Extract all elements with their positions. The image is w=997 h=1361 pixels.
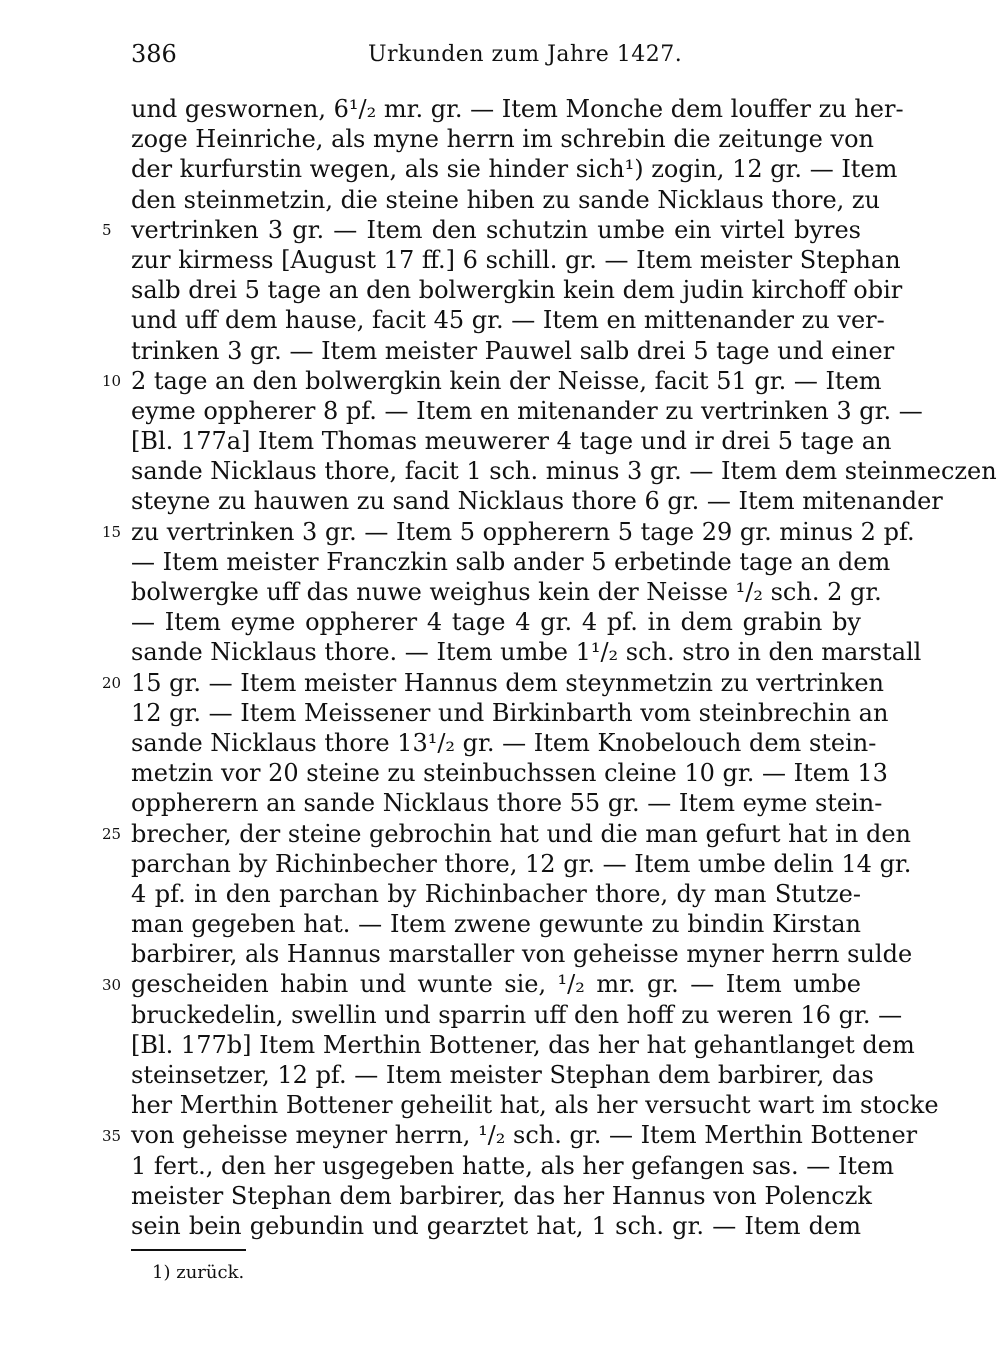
- line-number: 10: [102, 372, 122, 390]
- text-line: 1 fert., den her usgegeben hatte, als her gefangen sas. — Item: [131, 1151, 894, 1180]
- text-line: 4 pf. in den parchan by Richinbacher thore, dy man Stutze-: [131, 879, 861, 908]
- text-line: und uff dem hause, facit 45 gr. — Item en mittenander zu ver-: [131, 306, 885, 335]
- text-line: von geheisse meyner herrn, ¹/₂ sch. gr. — Item Merthin Bottener: [131, 1121, 918, 1150]
- text-line: der kurfurstin wegen, als sie hinder sich¹) zogin, 12 gr. — Item: [131, 155, 898, 184]
- text-line: bolwergke uff das nuwe weighus kein der Neisse ¹/₂ sch. 2 gr.: [131, 578, 882, 606]
- text-line: 12 gr. — Item Meissener und Birkinbarth vom steinbrechin an: [131, 698, 889, 727]
- text-line: steyne zu hauwen zu sand Nicklaus thore 6 gr. — Item mitenander: [131, 487, 943, 516]
- text-line: den steinmetzin, die steine hiben zu sande Nicklaus thore, zu: [131, 185, 881, 214]
- text-line: — Item meister Franczkin salb ander 5 erbetinde tage an dem: [131, 547, 891, 576]
- text-line: salb drei 5 tage an den bolwergkin kein dem judin kirchoff obir: [131, 276, 903, 305]
- text-line: meister Stephan dem barbirer, das her Hannus von Polenczk: [131, 1181, 872, 1210]
- text-line: man gegeben hat. — Item zwene gewunte zu bindin Kirstan: [131, 910, 861, 939]
- text-line: steinsetzer, 12 pf. — Item meister Stephan dem barbirer, das: [131, 1061, 874, 1089]
- text-line: eyme oppherer 8 pf. — Item en mitenander zu vertrinken 3 gr. —: [131, 396, 923, 425]
- text-line: vertrinken 3 gr. — Item den schutzin umbe ein virtel byres: [131, 215, 861, 244]
- text-line: 15 gr. — Item meister Hannus dem steynmetzin zu vertrinken: [131, 668, 884, 697]
- text-line: — Item eyme oppherer 4 tage 4 gr. 4 pf. in dem grabin by: [131, 608, 861, 637]
- text-line: zur kirmess [August 17 ff.] 6 schill. gr. — Item meister Stephan: [131, 245, 901, 274]
- text-line: gescheiden habin und wunte sie, ¹/₂ mr. gr. — Item umbe: [131, 970, 861, 999]
- line-number: 15: [102, 523, 122, 541]
- text-line: metzin vor 20 steine zu steinbuchssen cleine 10 gr. — Item 13: [131, 759, 888, 788]
- footnote-text: zurück.: [176, 1262, 245, 1283]
- page-number: 386: [131, 40, 177, 68]
- running-head: Urkunden zum Jahre 1427.: [368, 42, 683, 67]
- text-line: her Merthin Bottener geheilit hat, als her versucht wart im stocke: [131, 1091, 939, 1120]
- text-line: 2 tage an den bolwergkin kein der Neisse, facit 51 gr. — Item: [131, 366, 882, 395]
- line-number: 35: [102, 1127, 122, 1145]
- text-line: brecher, der steine gebrochin hat und die man gefurt hat in den: [131, 819, 911, 848]
- text-line: und geswornen, 6¹/₂ mr. gr. — Item Monche dem louffer zu her-: [131, 95, 904, 123]
- text-line: zoge Heinriche, als myne herrn im schrebin die zeitunge von: [131, 125, 874, 154]
- line-number: 5: [102, 221, 112, 239]
- text-line: zu vertrinken 3 gr. — Item 5 oppherern 5 tage 29 gr. minus 2 pf.: [131, 517, 915, 546]
- text-line: barbirer, als Hannus marstaller von geheisse myner herrn sulde: [131, 940, 913, 969]
- body-text: [131, 94, 997, 1241]
- line-number: 25: [102, 825, 122, 843]
- line-number: 30: [102, 976, 122, 994]
- text-line: [Bl. 177a] Item Thomas meuwerer 4 tage und ir drei 5 tage an: [131, 427, 892, 456]
- footnote-marker: 1): [152, 1262, 171, 1283]
- text-line: sein bein gebundin und gearztet hat, 1 sch. gr. — Item dem: [131, 1211, 861, 1240]
- text-line: sande Nicklaus thore, facit 1 sch. minus 3 gr. — Item dem steinmeczen: [131, 457, 997, 486]
- text-line: oppherern an sande Nicklaus thore 55 gr. — Item eyme stein-: [131, 789, 883, 818]
- footnote-divider: [131, 1249, 246, 1251]
- text-line: sande Nicklaus thore. — Item umbe 1¹/₂ sch. stro in den marstall: [131, 638, 922, 667]
- footnote: [152, 1262, 244, 1283]
- text-line: [Bl. 177b] Item Merthin Bottener, das her hat gehantlanget dem: [131, 1030, 915, 1059]
- text-line: sande Nicklaus thore 13¹/₂ gr. — Item Knobelouch dem stein-: [131, 728, 877, 757]
- text-line: parchan by Richinbecher thore, 12 gr. — Item umbe delin 14 gr.: [131, 849, 912, 878]
- text-line: bruckedelin, swellin und sparrin uff den hoff zu weren 16 gr. —: [131, 1000, 903, 1029]
- text-line: trinken 3 gr. — Item meister Pauwel salb drei 5 tage und einer: [131, 336, 895, 365]
- line-number: 20: [102, 674, 122, 692]
